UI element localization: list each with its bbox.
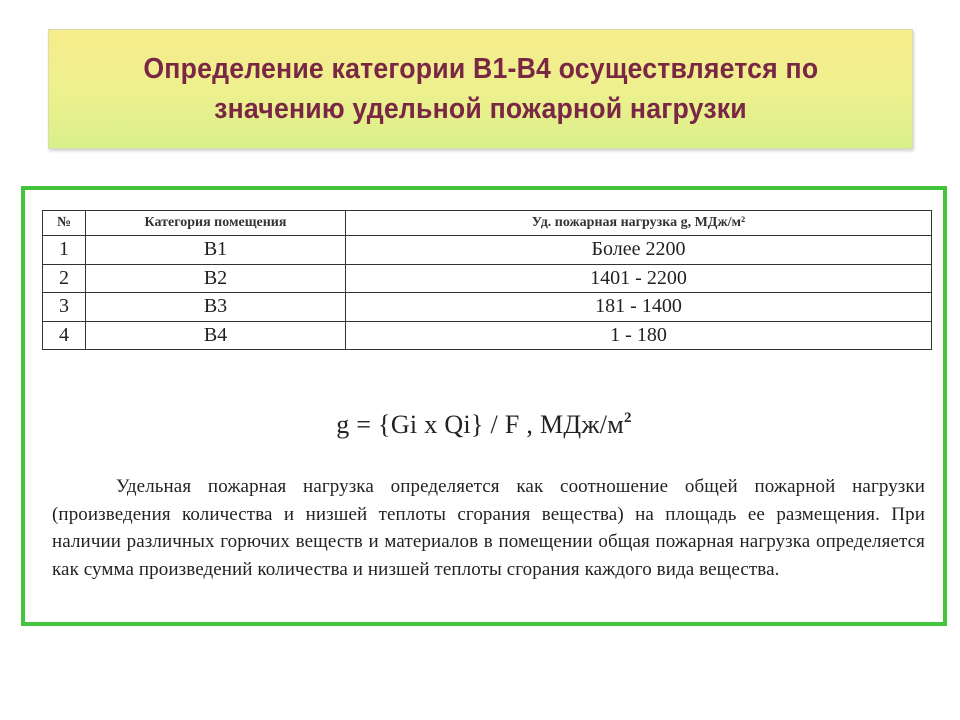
row-category: В3	[86, 293, 346, 322]
header-fire-load: Уд. пожарная нагрузка g, МДж/м²	[346, 211, 932, 236]
title-line-1: Определение категории В1-В4 осуществляется по	[143, 53, 818, 85]
row-number: 4	[43, 321, 86, 350]
row-fire-load: 1 - 180	[346, 321, 932, 350]
table-row	[43, 293, 932, 322]
row-number: 3	[43, 293, 86, 322]
row-number: 2	[43, 264, 86, 293]
row-category: В1	[86, 236, 346, 265]
table-header-row	[43, 211, 932, 236]
header-number: №	[43, 211, 86, 236]
table-row	[43, 264, 932, 293]
table-row	[43, 321, 932, 350]
row-category: В4	[86, 321, 346, 350]
header-category: Категория помещения	[86, 211, 346, 236]
row-category: В2	[86, 264, 346, 293]
title-banner	[48, 29, 913, 149]
table-row	[43, 236, 932, 265]
content-panel	[21, 186, 947, 626]
row-fire-load: Более 2200	[346, 236, 932, 265]
definition-paragraph: Удельная пожарная нагрузка определяется как соотношение общей пожарной нагрузки (произведения количества и низшей теплоты сгорания вещества) на площадь ее размещения. При наличии различных горючих веществ и материалов в помещении общая пожарная нагрузка определяется как сумма произведений количества и низшей теплоты сгорания каждого вида вещества.	[52, 476, 925, 580]
formula-superscript: 2	[624, 410, 632, 426]
formula-text: g = {Gi x Qi} / F , МДж/м	[336, 410, 624, 439]
row-fire-load: 1401 - 2200	[346, 264, 932, 293]
title-line-2: значению удельной пожарной нагрузки	[214, 93, 747, 125]
fire-load-formula	[25, 410, 943, 440]
category-table	[42, 210, 932, 350]
row-fire-load: 181 - 1400	[346, 293, 932, 322]
row-number: 1	[43, 236, 86, 265]
